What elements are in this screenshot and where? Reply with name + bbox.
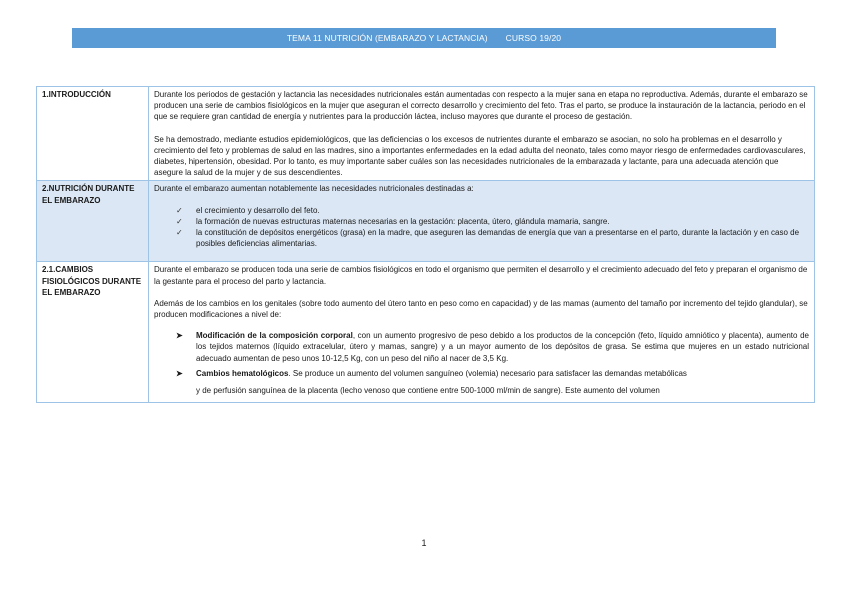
document-header-bar [72, 28, 776, 48]
item-text-continued: y de perfusión sanguínea de la placenta (lecho venoso que contiene entre 500-1000 ml/min de sangre). Este aumento del volumen [196, 386, 660, 396]
changes-paragraph: Durante el embarazo se producen toda una serie de cambios fisiológicos en todo el organismo que permiten el desarrollo y el crecimiento adecuado del feto y preparan el organismo de la gestante para el proceso del parto y lactancia. [154, 265, 808, 286]
item-text: , con un aumento progresivo de peso debido a los productos de la concepción (feto, líquido amniótico y placenta), aumento de los tejidos maternos (líquido extracelular, útero y mamas, sangre) y a un mayor aumento de los depósitos de grasa. Se estima que mujeres en un estado nutricional adecuado aumentan de peso unos 10-12,5 Kg, con un peso del niño al nacer de 3,5 Kg. [196, 331, 809, 363]
table-row [37, 181, 815, 262]
check-icon: ✓ [176, 205, 183, 215]
intro-body [149, 87, 815, 181]
changes-list [154, 330, 809, 396]
changes-heading: 2.1.CAMBIOS FISIOLÓGICOS DURANTE EL EMBARAZO [37, 262, 149, 403]
intro-heading: 1.INTRODUCCIÓN [37, 87, 149, 181]
table-row [37, 262, 815, 403]
intro-paragraph: Durante los periodos de gestación y lactancia las necesidades nutricionales están aumentadas con respecto a la mujer sana en etapa no reproductiva. Además, durante el embarazo se producen una serie de cambios fisiológicos en la mujer que aseguran el correcto desarrollo y crecimiento del feto. Tras el parto, se produce la instauración de la lactancia, periodo en el que se requiere gran cantidad de energía y nutrientes para la producción láctea, incluso mayores que durante el proceso de gestación. [154, 90, 808, 122]
list-item [176, 216, 809, 227]
list-item [176, 205, 809, 216]
nutrition-body [149, 181, 815, 262]
item-bold-label: Modificación de la composición corporal [196, 331, 353, 341]
arrow-bullet-icon: ➤ [176, 368, 183, 378]
nutrition-list [154, 205, 809, 250]
list-item-text: la constitución de depósitos energéticos (grasa) en la madre, que aseguren las demandas de energía que van a presentarse en el parto, durante la lactación y en caso de posibles deficiencias alimentarias. [196, 228, 800, 249]
changes-body [149, 262, 815, 403]
header-course: CURSO 19/20 [505, 33, 562, 43]
arrow-bullet-icon: ➤ [176, 331, 183, 341]
page-number: 1 [421, 538, 427, 548]
item-bold-label: Cambios hematológicos [196, 368, 289, 378]
intro-paragraph: Se ha demostrado, mediante estudios epidemiológicos, que las deficiencias o los excesos de nutrientes durante el embarazo se asocian, no solo ha problemas en el desarrollo y crecimiento del feto y problemas de salud en las madres, sino a importantes enfermedades en la edad adulta del neonato, tales como mayor riesgo de enfermedades cardiovasculares, diabetes, hipertensión, obesidad. Por lo tanto, es muy importante saber cuáles son las necesidades nutricionales de la embarazada y lactante, para una adecuada atención que asegure la salud de la mujer y de sus descendientes. [154, 134, 806, 178]
nutrition-heading: 2.NUTRICIÓN DURANTE EL EMBARAZO [37, 181, 149, 262]
list-item [176, 330, 809, 364]
changes-paragraph: Además de los cambios en los genitales (sobre todo aumento del útero tanto en peso como en capacidad) y de las mamas (aumento del tamaño por incremento del tejido glandular), se producen modificaciones a nivel de: [154, 298, 808, 320]
check-icon: ✓ [176, 228, 183, 238]
content-table [36, 86, 815, 403]
list-item-text: el crecimiento y desarrollo del feto. [196, 205, 320, 215]
item-text: . Se produce un aumento del volumen sanguíneo (volemia) necesario para satisfacer las demandas metabólicas [288, 368, 687, 378]
list-item-text: la formación de nuevas estructuras maternas necesarias en la gestación: placenta, útero, glándula mamaria, sangre. [196, 216, 610, 226]
nutrition-intro: Durante el embarazo aumentan notablemente las necesidades nutricionales destinadas a: [154, 184, 474, 194]
header-title: TEMA 11 NUTRICIÓN (EMBARAZO Y LACTANCIA) [286, 33, 488, 43]
table-row [37, 87, 815, 181]
list-item [176, 368, 809, 396]
list-item [176, 227, 809, 249]
check-icon: ✓ [176, 216, 183, 226]
